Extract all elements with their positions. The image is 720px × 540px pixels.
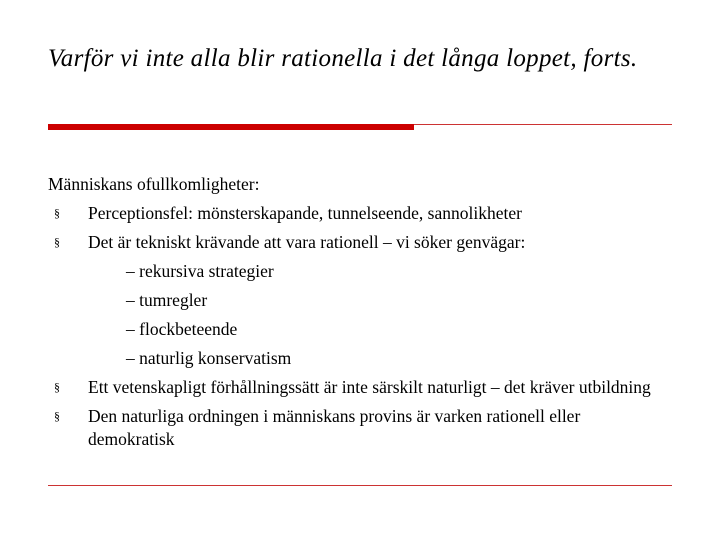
sub-item: – flockbeteende [126, 319, 238, 339]
bullet-text: Den naturliga ordningen i människans provins är varken rationell eller demokratisk [88, 406, 581, 449]
footer-divider [48, 485, 672, 486]
title-divider-accent [48, 124, 414, 130]
slide-body [48, 170, 668, 454]
bullet-text: Perceptionsfel: mönsterskapande, tunnelseende, sannolikheter [88, 203, 522, 223]
bullet-item [48, 228, 668, 257]
bullet-marker-icon: § [54, 409, 60, 423]
sub-item: – rekursiva strategier [126, 261, 274, 281]
bullet-item [48, 373, 668, 402]
bullet-text: Det är tekniskt krävande att vara rationell – vi söker genvägar: [88, 232, 526, 252]
bullet-marker-icon: § [54, 206, 60, 220]
bullet-text: Ett vetenskapligt förhållningssätt är inte särskilt naturligt – det kräver utbildning [88, 377, 651, 397]
slide-title: Varför vi inte alla blir rationella i det långa loppet, forts. [48, 45, 638, 72]
bullet-item [48, 402, 668, 454]
sub-item: – tumregler [126, 290, 208, 310]
bullet-item [48, 199, 668, 228]
bullet-marker-icon: § [54, 235, 60, 249]
intro-line: Människans ofullkomligheter: [48, 174, 260, 194]
bullet-marker-icon: § [54, 380, 60, 394]
sub-item: – naturlig konservatism [126, 348, 292, 368]
